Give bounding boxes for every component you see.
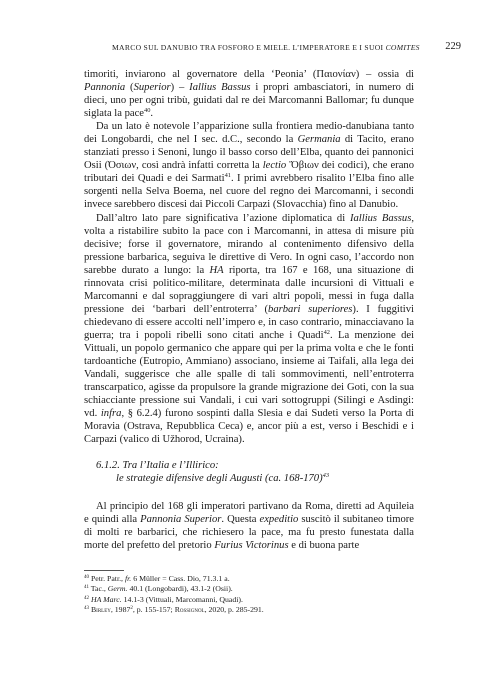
text-run-italic: Germ. [107,584,128,594]
footnote-ref[interactable]: 40 [144,107,151,115]
text-run-italic: le strategie difensive degli Augusti (ca. 168-170) [116,473,323,485]
footnote-number: 42 [84,595,89,601]
footnote-41 [84,584,414,594]
footnote-40 [84,574,414,584]
text-run-italic: Iallius Bassus [349,212,412,224]
text-run: ). I fuggitivi chiedevano di essere accolti nell’impero e, in caso contrario, minacciavano la guerra; tra i popoli ribelli sono citati anche i Quadi [84,303,414,341]
body-text-continued [84,500,414,552]
text-run-italic: HA Marc. [90,594,122,604]
text-run: timoriti, inviarono al governatore della ‘Peonia’ (Παιονίαν) – ossia di [84,69,414,80]
text-run: Ὄβιων dei codici), che erano tributari dei Quadi e dei Sarmati [84,160,414,185]
text-run-italic: lectio [262,160,287,172]
text-run: 6 Müller = Cass. Dio, 71.3.1 a. [131,574,230,583]
text-run: , § 6.2.4) furono sospinti dalla Slesia e dai Sudeti verso la Porta di Moravia (Ostrava, Repubblica Ceca) e, ancor più a est, verso i Beschidi e i Carpazi (valico di Užhorod, Ucraina). [84,408,415,446]
text-run-italic: barbari superiores [268,303,353,315]
paragraph-2 [84,120,414,211]
text-run: 40.1 (Longobardi), 43.1-2 (Osii). [127,584,233,594]
text-run: . Questa [221,514,260,526]
footnote-ref[interactable]: 41 [224,172,231,180]
text-run: riporta, tra 167 e 168, una situazione di rinnovata crisi politico-militare, determinata dalle incursioni di Vittuali e Marcomanni e dal sopraggiungere di vari altri popoli, messi in fuga dalla pressione dei ‘barbari dell’entroterra’ ( [84,264,414,315]
paragraph-1 [84,68,414,120]
section-heading-line-2 [96,472,414,485]
body-text [84,68,414,446]
footnote-number: 40 [84,575,89,580]
footnotes [84,574,414,615]
footnote-ref[interactable]: 43 [322,472,330,480]
section-heading-line-1: 6.1.2. Tra l’Italia e l’Illirico: [96,460,219,471]
text-run-italic: expeditio [259,514,299,526]
text-run-italic: Superior [133,82,171,94]
text-run: ( [125,82,134,94]
page-number: 229 [445,41,461,52]
text-run: suscitò il subitaneo timore di molti re barbarici, che richiesero la pace, ma fu presto funestata dalla morte del prefetto del pretorio [84,514,414,552]
running-head-title-italic: COMITES [385,43,420,52]
footnote-number: 43 [84,605,89,611]
text-run: Al principio del 168 gli imperatori partivano da Roma, diretti ad Aquileia e quindi alla [84,501,414,526]
text-run: Da un lato è notevole l’apparizione sulla frontiera medio-danubiana tanto dei Longobardi, che nel I sec. d.C., secondo la [84,121,414,146]
text-run: di Tacito, erano stanziati presso i Senoni, lungo il basso corso dell’Elba, quanto dei pannonici Osii (Όσιων, così andrà infatti corretta la [84,134,414,172]
footnote-ref[interactable]: 42 [323,328,330,336]
text-run-italic: Furius Victorinus [214,540,289,552]
edition-superscript: 2 [130,605,133,611]
paragraph-4 [84,500,414,552]
text-run-italic: Iallius Bassus [189,82,251,94]
text-run: . [150,108,154,120]
text-run: , p. 155-157; [132,604,175,614]
running-head [112,41,461,52]
text-run: . La menzione dei Vittuali, un popolo germanico che appare qui per la prima volta e che le fonti tardoantiche (Eutropio, Ammiano) associano, insieme ai Taifali, alla lega dei Vandali, suggerisce che alle spalle di tali sommovimenti, nell’entroterra transcarpatico, agisse da propulsore la grande migrazione dei Goti, con la sua schiacciante pressione sui Vandali, i cui vari sottogruppi (Silingi e Asdingi: vd. [84,329,415,420]
text-run: , 2020, p. 285-291. [204,604,264,614]
text-run: ) – [170,82,190,94]
text-run: Dall’altro lato pare significativa l’azione diplomatica di [96,212,350,224]
author-name: Birley [90,604,111,614]
footnote-43 [84,605,414,615]
footnote-42 [84,595,414,605]
text-run: 14.1-3 (Vittuali, Marcomanni, Quadi). [121,594,243,604]
text-run: . I primi avrebbero risalito l’Elba fino alle sorgenti nella Selva Boema, nel cuore del regno dei Marcomanni, i secondi invece sarebbero discesi dai Piccoli Carpazi (Slovacchia) fino al Danubio. [84,173,415,211]
text-run-italic: infra [100,408,122,420]
text-run-italic: fr. [124,574,132,583]
text-run-italic: Germania [297,134,341,146]
text-run: i propri ambasciatori, in numero di dieci, uno per ogni tribù, guidati dal re dei Marcomanni Ballomar; fu dunque siglata la pace [84,82,415,120]
section-heading [96,459,414,486]
text-run: e di buona parte [288,540,360,552]
text-run: Petr. Patr., [89,574,125,583]
author-name: Rossignol [174,604,205,614]
text-run: , 1987 [110,604,131,614]
footnote-number: 41 [84,585,89,591]
footnote-divider [84,570,124,571]
text-run-italic: HA [209,264,224,276]
paragraph-3 [84,212,414,447]
text-run: , volta a ristabilire subito la pace con i Marcomanni, in attesa di misure più decisive; forse il governatore, mirando al contenimento difensivo della pressione barbarica, seguiva le direttive di Vero. In ogni caso, l’accordo non sarebbe durato a lungo: la [84,212,414,276]
text-run-italic: Pannonia [84,82,126,94]
running-head-title: MARCO SUL DANUBIO TRA FOSFORO E MIELE. L’IMPERATORE E I SUOI [112,43,386,52]
text-run: Tac., [89,584,108,594]
text-run-italic: Pannonia Superior [140,514,222,526]
